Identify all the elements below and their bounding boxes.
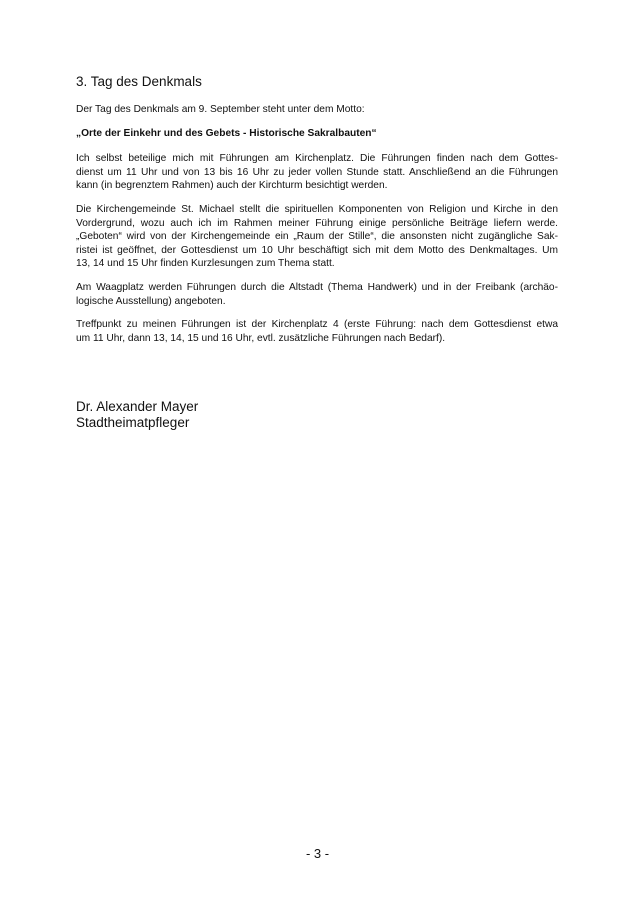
signature-name: Dr. Alexander Mayer — [76, 399, 199, 414]
paragraph-line: dienst um 11 Uhr und von 13 bis 16 Uhr zu jeder vollen Stunde statt. Anschließend an die Führungen — [76, 166, 558, 178]
paragraph-waagplatz — [76, 281, 558, 308]
paragraph-line: logische Ausstellung) angeboten. — [76, 295, 226, 307]
paragraph-meeting-point — [76, 318, 558, 345]
paragraph-line: 13, 14 und 15 Uhr finden Kurzlesungen zum Thema statt. — [76, 258, 335, 270]
paragraph-parish — [76, 203, 558, 271]
paragraph-line: Am Waagplatz werden Führungen durch die Altstadt (Thema Handwerk) und in der Freibank (archäo- — [76, 282, 558, 293]
section-heading: 3. Tag des Denkmals — [76, 74, 202, 89]
signature-block — [76, 399, 198, 430]
paragraph-line: „Geboten“ wird von der Kirchengemeinde ein „Raum der Stille“, die ansonsten nicht zugängliche Sak- — [76, 231, 558, 243]
signature-role: Stadtheimatpfleger — [76, 414, 190, 430]
paragraph-guided-tours — [76, 152, 558, 193]
paragraph-line: ristei ist geöffnet, der Gottesdienst um 10 Uhr beschäftigt sich mit dem Motto des Denkmaltages. Um — [76, 244, 558, 256]
paragraph-line: kann (in begrenztem Rahmen) auch der Kirchturm besichtigt werden. — [76, 180, 388, 192]
paragraph-line: Treffpunkt zu meinen Führungen ist der Kirchenplatz 4 (erste Führung: nach dem Gottesdienst etwa — [76, 319, 558, 330]
paragraph-line: Vordergrund, wozu auch ich im Rahmen meiner Führung einige persönliche Beiträge liefern werde. — [76, 217, 558, 229]
motto-text: „Orte der Einkehr und des Gebets - Historische Sakralbauten“ — [76, 128, 377, 139]
paragraph-line: Die Kirchengemeinde St. Michael stellt die spirituellen Komponenten von Religion und Kirche in den — [76, 204, 558, 215]
intro-text: Der Tag des Denkmals am 9. September steht unter dem Motto: — [76, 104, 365, 115]
paragraph-line: Ich selbst beteilige mich mit Führungen am Kirchenplatz. Die Führungen finden nach dem Gottes- — [76, 153, 558, 164]
paragraph-line: um 11 Uhr, dann 13, 14, 15 und 16 Uhr, evtl. zusätzliche Führungen nach Bedarf). — [76, 332, 446, 344]
page-number: - 3 - — [305, 846, 330, 861]
